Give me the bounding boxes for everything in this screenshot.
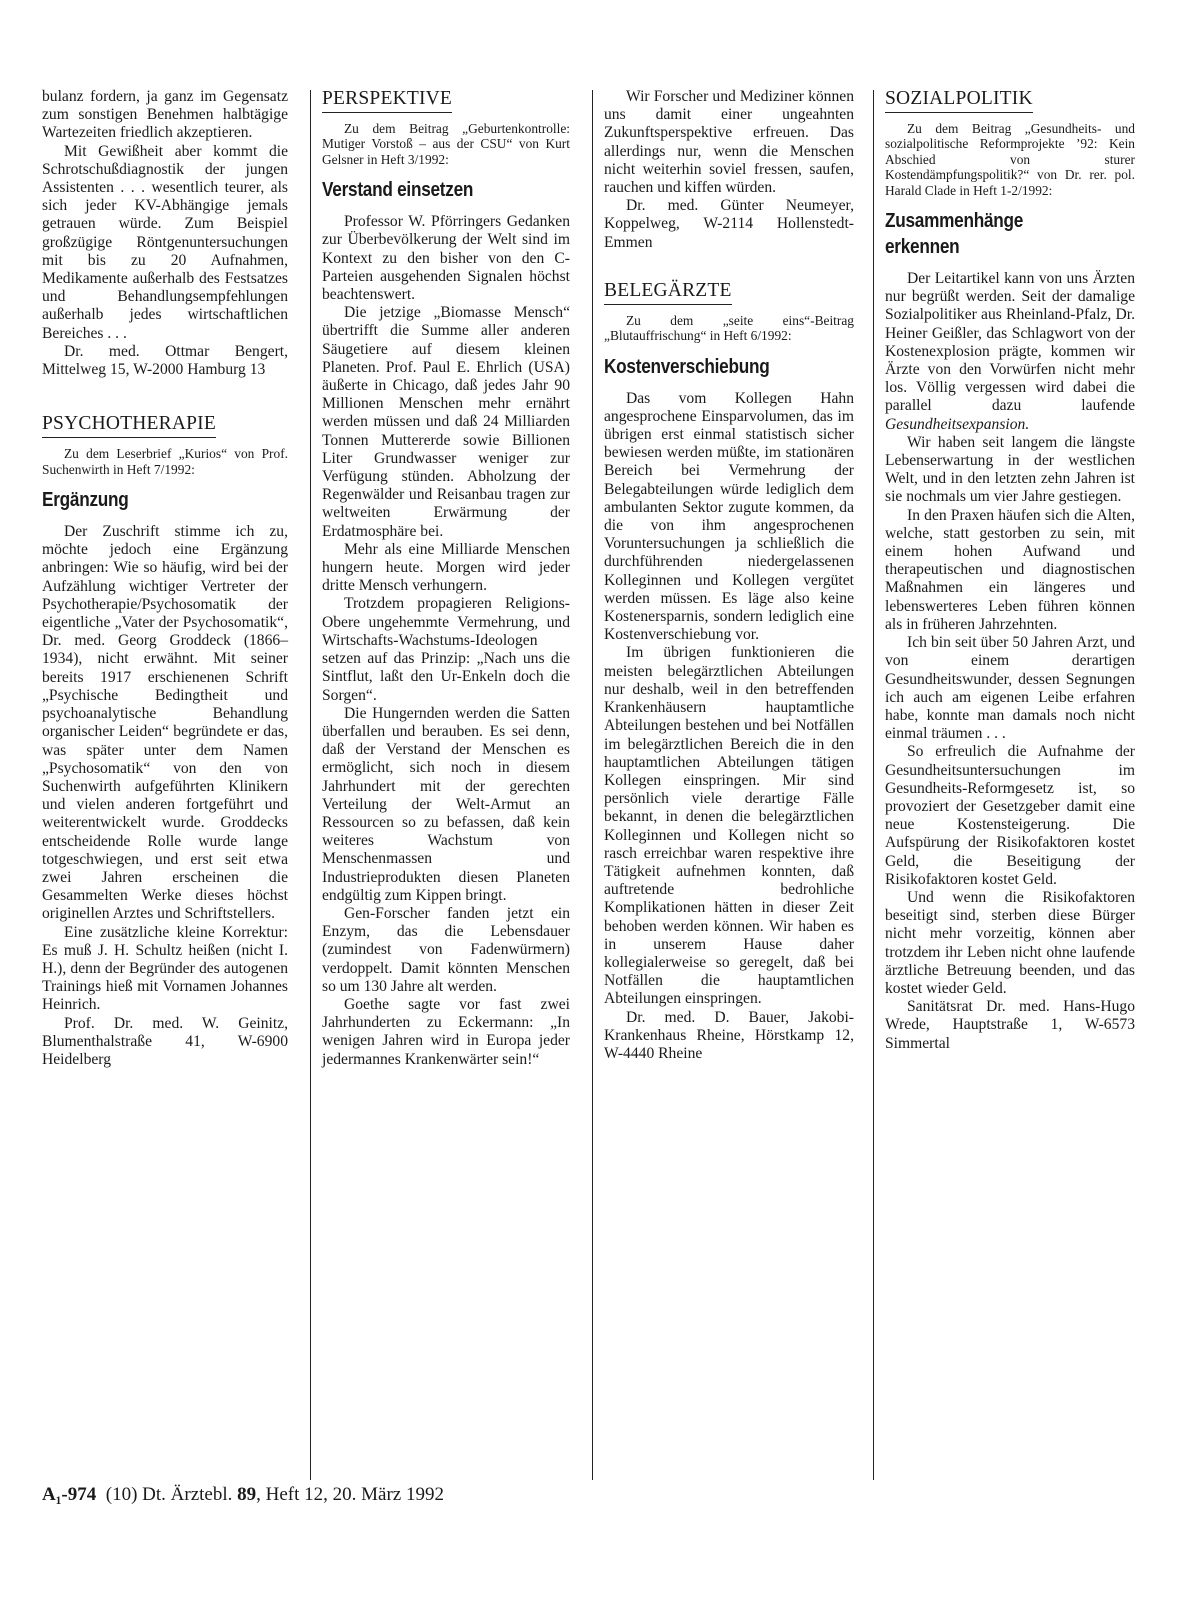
reference-intro: Zu dem „seite eins“-Beitrag „Blutauffrischung“ in Heft 6/1992: bbox=[604, 312, 854, 344]
column-rule bbox=[310, 90, 311, 1480]
section-rubric: SOZIALPOLITIK bbox=[885, 88, 1033, 113]
column-4 bbox=[885, 88, 1135, 1053]
paragraph: Mit Gewißheit aber kommt die Schrotschußdiagnostik der jungen Assistenten . . . wesentlich teurer, als sich jeder KV-Abhängige jemals getrauen würde. Zum Beispiel großzügige Röntgenuntersuchungen mit bis zu 20 Aufnahmen, Medikamente außerhalb des Festsatzes und Behandlungsempfehlungen außerhalb jedes wirtschaftlichen Bereiches . . . bbox=[42, 142, 288, 342]
paragraph: Ich bin seit über 50 Jahren Arzt, und von einem derartigen Gesundheitswunder, dessen Segnungen ich auch am eigenen Leibe erfahren habe, konnte man damals noch nicht einmal träumen . . . bbox=[885, 634, 1135, 743]
paragraph: Eine zusätzliche kleine Korrektur: Es muß J. H. Schultz heißen (nicht I. H.), denn der Begründer des autogenen Trainings hieß mit Vornamen Johannes Heinrich. bbox=[42, 923, 288, 1014]
reference-intro: Zu dem Beitrag „Geburtenkontrolle: Mutiger Vorstoß – aus der CSU“ von Kurt Gelsner in Heft 3/1992: bbox=[322, 121, 570, 167]
paragraph: So erfreulich die Aufnahme der Gesundheitsuntersuchungen im Gesundheits-Reformgesetz ist, so provoziert der Gesetzgeber damit eine neue Kostensteigerung. Die Aufspürung der Risikofaktoren kostet Geld, die Beseitigung der Risikofaktoren kostet Geld. bbox=[885, 743, 1135, 888]
section-rubric: PSYCHOTHERAPIE bbox=[42, 413, 216, 438]
paragraph: Professor W. Pförringers Gedanken zur Überbevölkerung der Welt sind im Kontext zu den bisher von den C-Parteien ausgehenden Signalen höchst beachtenswert. bbox=[322, 213, 570, 304]
paragraph: Gen-Forscher fanden jetzt ein Enzym, das die Lebensdauer (zumindest von Fadenwürmern) verdoppelt. Damit könnten Menschen so um 130 Jahre alt werden. bbox=[322, 904, 570, 995]
paragraph: Und wenn die Risikofaktoren beseitigt sind, sterben diese Bürger nicht mehr vorzeitig, können aber trotzdem ihr Leben nicht ohne laufende ärztliche Betreuung beenden, und das kostet wieder Geld. bbox=[885, 888, 1135, 997]
column-3 bbox=[604, 88, 854, 1063]
paragraph: Mehr als eine Milliarde Menschen hungern heute. Morgen wird jeder dritte Mensch verhungern. bbox=[322, 540, 570, 595]
paragraph: Trotzdem propagieren Religions-Obere ungehemmte Vermehrung, und Wirtschafts-Wachstums-Ideologen setzen auf das Prinzip: „Nach uns die Sintflut, laßt den Ur-Enkeln doch die Sorgen“. bbox=[322, 595, 570, 704]
paragraph: Der Leitartikel kann von uns Ärzten nur begrüßt werden. Seit der damalige Sozialpolitiker aus Rheinland-Pfalz, Dr. Heiner Geißler, das Schlagwort von der Kostenexplosion prägte, kommen wir Ärzte von den Vorwürfen nicht mehr los. Völlig vergessen wird dabei die parallel dazu laufende Gesundheitsexpansion. bbox=[885, 270, 1135, 433]
emphasis: Gesundheitsexpansion. bbox=[885, 415, 1030, 433]
column-rule bbox=[592, 90, 593, 1480]
paragraph: Im übrigen funktionieren die meisten belegärztlichen Abteilungen nur deshalb, weil in den betreffenden Krankenhäusern hauptamtliche Abteilungen bestehen und bei Notfällen im belegärztlichen Bereich die in den hauptamtlichen Abteilungen tätigen Kollegen einspringen. Mir sind persönlich viele derartige Fälle bekannt, in denen die belegärztlichen Kolleginnen und Kollegen nicht so rasch erreichbar waren respektive ihre Tätigkeit aufnehmen konnten, daß auftretende bedrohliche Komplikationen hätten in dieser Zeit behoben werden können. Wir haben es in unserem Hause daher kollegialerweise so geregelt, daß bei Notfällen die hauptamtlichen Abteilungen einspringen. bbox=[604, 644, 854, 1008]
volume-number: 89 bbox=[237, 1484, 257, 1505]
paragraph: Die Hungernden werden die Satten überfallen und berauben. Es sei denn, daß der Verstand der Menschen es ermöglicht, sich noch in diesem Jahrhundert mit der gerechten Verteilung der Welt-Armut an Ressourcen so zu befassen, daß kein weiteres Wachstum von Menschenmassen und Industrieprodukten diesen Planeten endgültig zum Kippen bringt. bbox=[322, 704, 570, 904]
paragraph: In den Praxen häufen sich die Alten, welche, statt gestorben zu sein, mit einem hohen Aufwand und therapeutischen und diagnostischen Maßnahmen ein längeres und lebenswerteres Leben führen können als in früheren Jahrzehnten. bbox=[885, 506, 1135, 633]
issue-date: , Heft 12, 20. März 1992 bbox=[256, 1484, 444, 1505]
column-rule bbox=[873, 90, 874, 1480]
paragraph: Die jetzige „Biomasse Mensch“ übertrifft die Summe aller anderen Säugetiere auf diesem kleinen Planeten. Prof. Paul E. Ehrlich (USA) äußerte in Chicago, daß jedes Jahr 90 Millionen Menschen mehr ernährt werden müssen und daß 24 Milliarden Tonnen Muttererde sowie Billionen Liter Grundwasser weniger zur Verfügung stünden. Abholzung der Regenwälder und Reisanbau tragen zur weltweiten Erwärmung der Erdatmosphäre bei. bbox=[322, 304, 570, 540]
column-1 bbox=[42, 88, 288, 1069]
paragraph: Wir Forscher und Mediziner können uns damit einer ungeahnten Zukunftsperspektive erfreuen. Das allerdings nur, wenn die Menschen nicht weiterhin soviel fressen, saufen, rauchen und kiffen würden. bbox=[604, 88, 854, 197]
letter-headline: Kostenverschiebung bbox=[604, 355, 770, 378]
section-rubric: BELEGÄRZTE bbox=[604, 280, 732, 305]
letter-headline: Verstand einsetzen bbox=[322, 179, 474, 202]
reference-intro: Zu dem Leserbrief „Kurios“ von Prof. Suchenwirth in Heft 7/1992: bbox=[42, 446, 288, 477]
reference-intro: Zu dem Beitrag „Gesundheits- und sozialpolitische Reformprojekte ’92: Kein Abschied von sturer Kostendämpfungspolitik?“ von Dr. rer. pol. Harald Clade in Heft 1-2/1992: bbox=[885, 121, 1135, 198]
paragraph: Der Zuschrift stimme ich zu, möchte jedoch eine Ergänzung anbringen: Wie so häufig, wird bei der Aufzählung wichtiger Vertreter der Psychotherapie/Psychosomatik der eigentliche „Vater der Psychosomatik“, Dr. med. Georg Groddeck (1866–1934), nicht erwähnt. Mit seiner bereits 1917 erschienenen Schrift „Psychische Bedingtheit und psychoanalytische Behandlung organischer Leiden“ begründete er das, was später unter dem Namen „Psychosomatik“ von den von Suchenwirth aufgeführten Klinikern und vielen anderen fortgeführt und weiterentwickelt wurde. Groddecks entscheidende Rolle wurde lange totgeschwiegen, und erst seit etwa zwei Jahren erscheinen die Gesammelten Werke dieses höchst originellen Arztes und Schriftstellers. bbox=[42, 523, 288, 923]
author-signature: Dr. med. D. Bauer, Jakobi-Krankenhaus Rheine, Hörstkamp 12, W-4440 Rheine bbox=[604, 1008, 854, 1062]
section-rubric: PERSPEKTIVE bbox=[322, 88, 452, 113]
journal-citation: (10) Dt. Ärztebl. bbox=[105, 1484, 238, 1505]
paragraph: Das vom Kollegen Hahn angesprochene Einsparvolumen, das im übrigen erst einmal statistisch sicher bewiesen werden müßte, im stationären Bereich bei Vermehrung der Belegabteilungen würde lediglich dem ambulanten Sektor zugute kommen, da die von ihm angesprochenen Voruntersuchungen ja schließlich die durchführenden niedergelassenen Kolleginnen und Kollegen vergütet werden müssen. Es läge also keine Kostenersparnis, sondern lediglich eine Kostenverschiebung vor. bbox=[604, 389, 854, 644]
page-number: A₁-974 bbox=[42, 1484, 97, 1505]
column-2 bbox=[322, 88, 570, 1069]
paragraph: Goethe sagte vor fast zwei Jahrhunderten zu Eckermann: „In wenigen Jahren wird in Europa jeder jedermannes Krankenwärter sein!“ bbox=[322, 995, 570, 1068]
author-signature: Dr. med. Günter Neumeyer, Koppelweg, W-2114 Hollenstedt-Emmen bbox=[604, 197, 854, 251]
page-footer bbox=[42, 1483, 444, 1507]
author-signature: Sanitätsrat Dr. med. Hans-Hugo Wrede, Hauptstraße 1, W-6573 Simmertal bbox=[885, 998, 1135, 1052]
author-signature: Prof. Dr. med. W. Geinitz, Blumenthalstraße 41, W-6900 Heidelberg bbox=[42, 1014, 288, 1068]
paragraph: bulanz fordern, ja ganz im Gegensatz zum sonstigen Benehmen halbtägige Wartezeiten friedlich akzeptieren. bbox=[42, 88, 288, 142]
paragraph: Wir haben seit langem die längste Lebenserwartung in der westlichen Welt, und in den letzten zehn Jahren ist sie nochmals um vier Jahre gestiegen. bbox=[885, 433, 1135, 506]
letter-headline: Zusammenhänge erkennen bbox=[885, 210, 1024, 259]
letter-headline: Ergänzung bbox=[42, 489, 129, 512]
author-signature: Dr. med. Ottmar Bengert, Mittelweg 15, W-2000 Hamburg 13 bbox=[42, 342, 288, 379]
